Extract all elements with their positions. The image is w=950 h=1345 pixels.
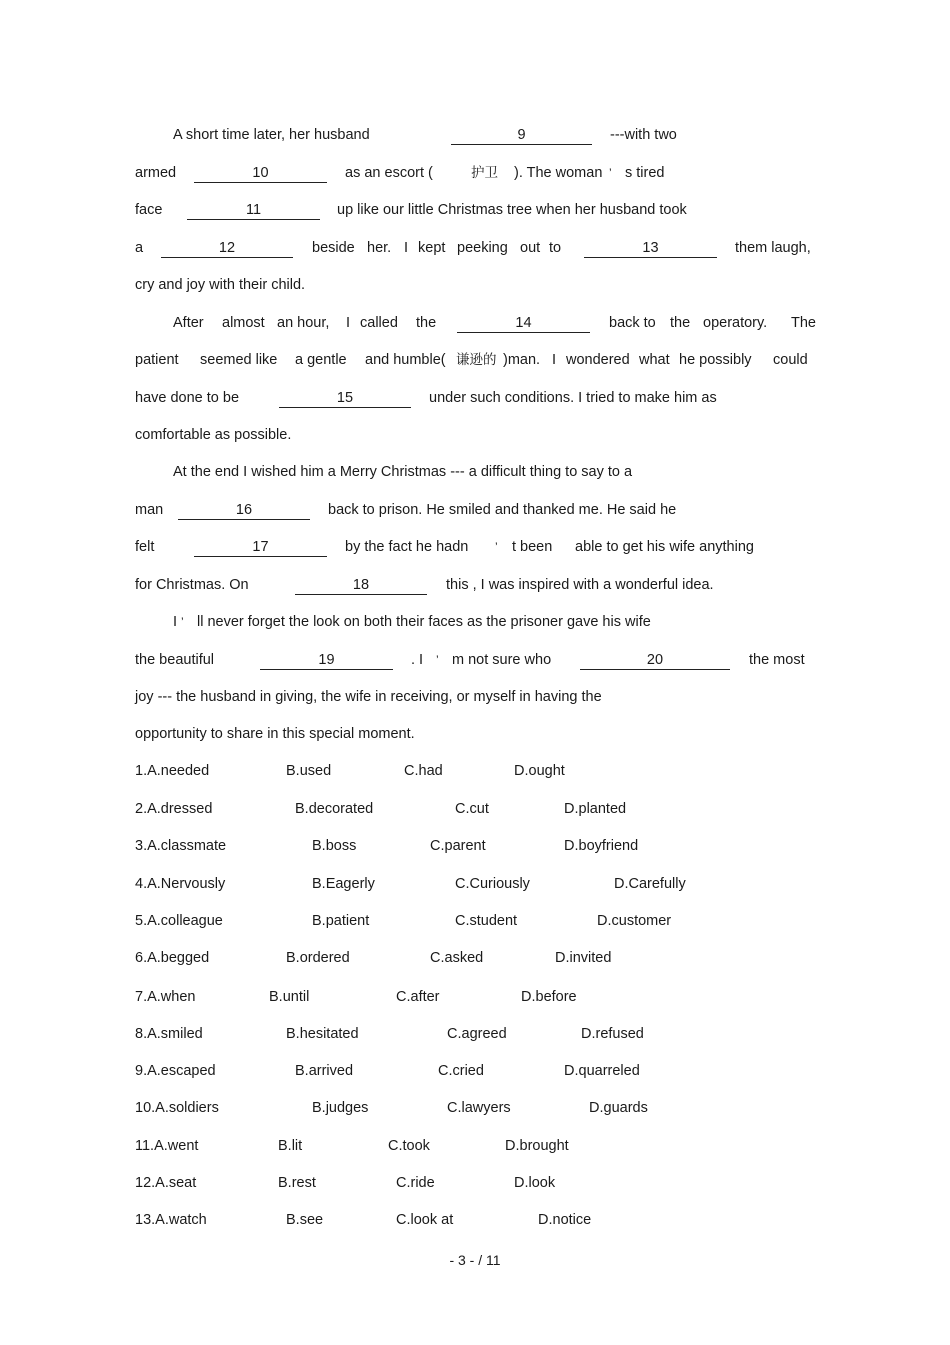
passage-line-12 — [0, 537, 950, 557]
option-a: 3.A.classmate — [135, 838, 227, 854]
blank-14: 14 — [457, 313, 590, 333]
option-b: B.until — [269, 989, 310, 1005]
passage-line-11 — [0, 500, 950, 520]
text: by the fact he hadn — [345, 539, 469, 555]
passage-line-13 — [0, 575, 950, 595]
option-a: 2.A.dressed — [135, 801, 213, 817]
text: up like our little Christmas tree when her husband took — [337, 202, 687, 218]
text: m not sure who — [452, 652, 552, 668]
passage-line-2 — [0, 163, 950, 183]
chinese-gloss: 护卫 — [471, 165, 498, 181]
option-b: B.Eagerly — [312, 876, 375, 892]
text: s tired — [625, 165, 665, 181]
text: kept — [418, 240, 446, 256]
text: seemed like — [200, 352, 278, 368]
chinese-gloss: 谦逊的 — [456, 352, 497, 368]
option-row-7 — [0, 987, 950, 1007]
passage-line-4 — [0, 238, 950, 258]
text: I — [346, 315, 351, 331]
text: called — [360, 315, 398, 331]
passage-line-3 — [0, 200, 950, 220]
text: what — [639, 352, 670, 368]
blank-17: 17 — [194, 537, 327, 557]
blank-9: 9 — [451, 125, 592, 145]
passage-line-17 — [0, 724, 950, 744]
text: ll never forget the look on both their faces as the prisoner gave his wife — [197, 614, 651, 630]
option-row-10 — [0, 1098, 950, 1118]
blank-12: 12 — [161, 238, 293, 258]
option-d: D.before — [521, 989, 577, 1005]
passage-line-5 — [0, 275, 950, 295]
text: After — [173, 315, 204, 331]
text: the most — [749, 652, 805, 668]
text: felt — [135, 539, 155, 555]
option-b: B.arrived — [295, 1063, 354, 1079]
option-c: C.student — [455, 913, 518, 929]
passage-line-15 — [0, 650, 950, 670]
option-a: 6.A.begged — [135, 950, 210, 966]
option-d: D.brought — [505, 1138, 569, 1154]
text: beside — [312, 240, 355, 256]
option-d: D.guards — [589, 1100, 648, 1116]
option-a: 8.A.smiled — [135, 1026, 203, 1042]
option-row-2 — [0, 799, 950, 819]
text: I — [552, 352, 557, 368]
blank-13: 13 — [584, 238, 717, 258]
option-d: D.planted — [564, 801, 627, 817]
apostrophe: ’ — [181, 615, 184, 629]
text: a gentle — [295, 352, 347, 368]
text: and humble( — [365, 352, 446, 368]
text: to — [549, 240, 562, 256]
option-b: B.used — [286, 763, 332, 779]
text: cry and joy with their child. — [135, 277, 306, 293]
text: A short time later, her husband — [173, 127, 370, 143]
option-row-13 — [0, 1210, 950, 1230]
option-b: B.see — [286, 1212, 324, 1228]
text: this , I was inspired with a wonderful idea. — [446, 577, 714, 593]
option-row-4 — [0, 874, 950, 894]
option-row-6 — [0, 948, 950, 968]
option-row-5 — [0, 911, 950, 931]
text: almost — [222, 315, 265, 331]
text: back to prison. He smiled and thanked me. He said he — [328, 502, 677, 518]
option-d: D.refused — [581, 1026, 644, 1042]
option-c: C.cried — [438, 1063, 484, 1079]
option-d: D.quarreled — [564, 1063, 640, 1079]
option-c: C.asked — [430, 950, 484, 966]
option-row-1 — [0, 761, 950, 781]
blank-15: 15 — [279, 388, 411, 408]
text: armed — [135, 165, 177, 181]
option-d: D.look — [514, 1175, 556, 1191]
option-c: C.cut — [455, 801, 489, 817]
passage-line-16 — [0, 687, 950, 707]
text: a — [135, 240, 144, 256]
text: the — [670, 315, 691, 331]
text: could — [773, 352, 808, 368]
option-b: B.ordered — [286, 950, 350, 966]
text: . I — [411, 652, 424, 668]
option-row-9 — [0, 1061, 950, 1081]
blank-16: 16 — [178, 500, 310, 520]
option-b: B.decorated — [295, 801, 374, 817]
text: The — [791, 315, 816, 331]
text: peeking — [457, 240, 508, 256]
option-c: C.ride — [396, 1175, 435, 1191]
text: )man. — [503, 352, 541, 368]
blank-19: 19 — [260, 650, 393, 670]
text: them laugh, — [735, 240, 811, 256]
option-row-11 — [0, 1136, 950, 1156]
option-a: 11.A.went — [135, 1138, 199, 1154]
text: the beautiful — [135, 652, 215, 668]
text: operatory. — [703, 315, 768, 331]
option-c: C.lawyers — [447, 1100, 511, 1116]
passage-line-7 — [0, 350, 950, 370]
option-d: D.notice — [538, 1212, 592, 1228]
option-c: C.parent — [430, 838, 486, 854]
text: ---with two — [610, 127, 677, 143]
passage-line-1 — [0, 125, 950, 145]
text: I — [404, 240, 409, 256]
text: wondered — [566, 352, 630, 368]
text: able to get his wife anything — [575, 539, 754, 555]
apostrophe: ’ — [609, 166, 612, 180]
option-c: C.look at — [396, 1212, 454, 1228]
option-a: 5.A.colleague — [135, 913, 223, 929]
passage-line-9 — [0, 425, 950, 445]
text: patient — [135, 352, 179, 368]
option-d: D.Carefully — [614, 876, 686, 892]
apostrophe: ’ — [495, 540, 498, 554]
text: joy --- the husband in giving, the wife in receiving, or myself in having the — [135, 689, 602, 705]
text: ). The woman — [514, 165, 603, 181]
option-d: D.invited — [555, 950, 612, 966]
text: an hour, — [277, 315, 330, 331]
option-c: C.took — [388, 1138, 430, 1154]
blank-10: 10 — [194, 163, 327, 183]
text: her. — [367, 240, 392, 256]
option-a: 4.A.Nervously — [135, 876, 226, 892]
blank-18: 18 — [295, 575, 427, 595]
option-a: 13.A.watch — [135, 1212, 207, 1228]
text: as an escort ( — [345, 165, 433, 181]
text: At the end I wished him a Merry Christmas --- a difficult thing to say to a — [173, 464, 633, 480]
passage-line-10 — [0, 462, 950, 482]
passage-line-14 — [0, 612, 950, 632]
option-b: B.boss — [312, 838, 357, 854]
option-row-8 — [0, 1024, 950, 1044]
option-d: D.customer — [597, 913, 672, 929]
option-a: 1.A.needed — [135, 763, 210, 779]
option-a: 7.A.when — [135, 989, 196, 1005]
text: t been — [512, 539, 553, 555]
text: back to — [609, 315, 656, 331]
option-c: C.after — [396, 989, 440, 1005]
text: I — [173, 614, 178, 630]
apostrophe: ’ — [436, 653, 439, 667]
option-b: B.rest — [278, 1175, 316, 1191]
option-b: B.judges — [312, 1100, 369, 1116]
text: opportunity to share in this special moment. — [135, 726, 415, 742]
blank-20: 20 — [580, 650, 730, 670]
option-row-12 — [0, 1173, 950, 1193]
text: comfortable as possible. — [135, 427, 292, 443]
option-d: D.ought — [514, 763, 565, 779]
text: have done to be — [135, 390, 240, 406]
passage-line-6 — [0, 313, 950, 333]
option-c: C.agreed — [447, 1026, 507, 1042]
passage-line-8 — [0, 388, 950, 408]
option-row-3 — [0, 836, 950, 856]
option-d: D.boyfriend — [564, 838, 639, 854]
option-a: 10.A.soldiers — [135, 1100, 219, 1116]
text: for Christmas. On — [135, 577, 249, 593]
text: man — [135, 502, 164, 518]
text: out — [520, 240, 541, 256]
text: the — [416, 315, 437, 331]
blank-11: 11 — [187, 200, 320, 220]
option-a: 9.A.escaped — [135, 1063, 216, 1079]
option-c: C.Curiously — [455, 876, 530, 892]
option-b: B.patient — [312, 913, 370, 929]
text: he possibly — [679, 352, 752, 368]
option-b: B.lit — [278, 1138, 303, 1154]
page-number: - 3 - / 11 — [449, 1252, 501, 1268]
text: under such conditions. I tried to make him as — [429, 390, 717, 406]
text: face — [135, 202, 163, 218]
option-c: C.had — [404, 763, 443, 779]
option-a: 12.A.seat — [135, 1175, 197, 1191]
option-b: B.hesitated — [286, 1026, 359, 1042]
